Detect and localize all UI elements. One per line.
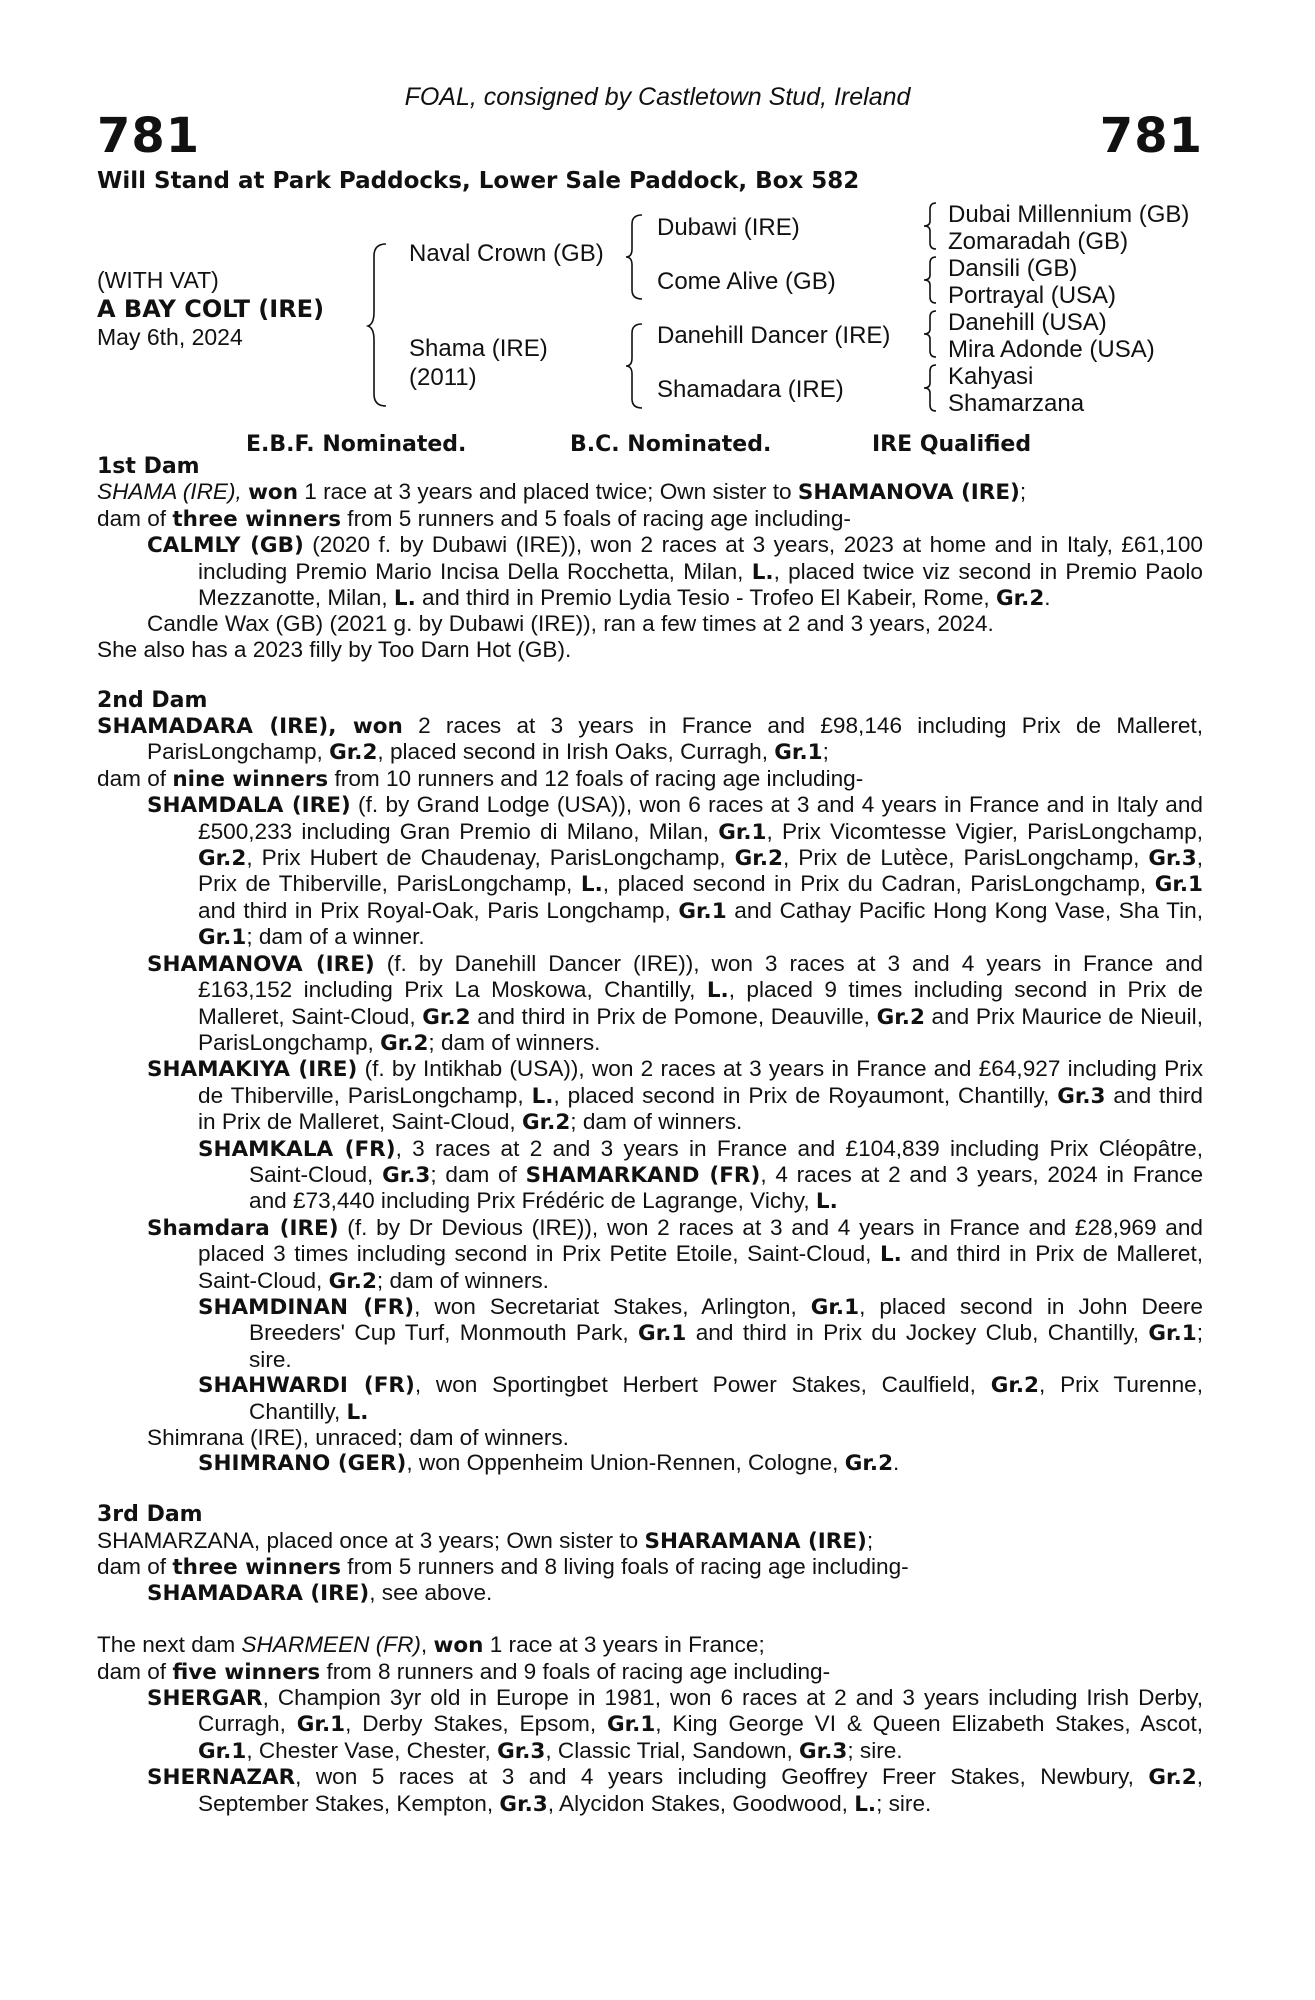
lot-number-right: 781 [1099,108,1203,164]
produce-entry-candle-wax: Candle Wax (GB) (2021 g. by Dubawi (IRE)), ran a few times at 2 and 3 years, 2024. [147,611,994,637]
pedigree-g6: Mira Adonde (USA) [948,336,1155,363]
next-dam-summary: The next dam SHARMEEN (FR), won 1 race at 3 years in France; [97,1632,765,1659]
pedigree-g3: Dansili (GB) [948,255,1078,282]
bc-nomination: B.C. Nominated. [570,432,772,457]
pedigree-sire-sire: Dubawi (IRE) [657,214,800,241]
produce-entry-shimrano: SHIMRANO (GER), won Oppenheim Union-Rennen, Cologne, Gr.2. [198,1450,900,1477]
second-dam-produce-summary: dam of nine winners from 10 runners and 12 foals of racing age including- [97,765,864,792]
produce-entry-shamdinan: SHAMDINAN (FR), won Secretariat Stakes, Arlington, Gr.1, placed second in John Deere Breeders' Cup Turf, Monmouth Park, Gr.1 and third in Prix du Jockey Club, Chantilly, Gr.1; sire. [198,1293,1203,1372]
pedigree-brace-g3 [922,309,940,359]
lot-name: A BAY COLT (IRE) [97,295,325,323]
next-dam-produce-summary: dam of five winners from 8 runners and 9 foals of racing age including- [97,1658,831,1685]
pedigree-g1: Dubai Millennium (GB) [948,201,1190,228]
lot-dob: May 6th, 2024 [97,324,243,350]
pedigree-dam: Shama (IRE) [409,335,548,362]
third-dam-produce-summary: dam of three winners from 5 runners and 8 living foals of racing age including- [97,1554,909,1581]
produce-entry-calmly: CALMLY (GB) (2020 f. by Dubawi (IRE)), won 2 races at 3 years, 2023 at home and in Italy, £61,100 including Premio Mario Incisa Della Rocchetta, Milan, L., placed twice viz second in Premio Paolo Mezzanotte, Milan, L. and third in Premio Lydia Tesio - Trofeo El Kabeir, Rome, Gr.2. [147,532,1203,612]
third-dam-summary: SHAMARZANA, placed once at 3 years; Own sister to SHARAMANA (IRE); [97,1527,874,1554]
pedigree-sire: Naval Crown (GB) [409,240,604,267]
pedigree-brace-dam [624,321,646,411]
first-dam-produce-summary: dam of three winners from 5 runners and 5 foals of racing age including- [97,505,851,532]
produce-entry-shamakiya: SHAMAKIYA (IRE) (f. by Intikhab (USA)), won 2 races at 3 years in France and £64,927 including Prix de Thiberville, ParisLongchamp, L., placed second in Prix de Royaumont, Chantilly, Gr.3 and third in Prix de Malleret, Saint-Cloud, Gr.2; dam of winners. [147,1056,1204,1136]
produce-entry-shamdara: Shamdara (IRE) (f. by Dr Devious (IRE)), won 2 races at 3 and 4 years in France and £28,969 and placed 3 times including second in Prix Petite Etoile, Saint-Cloud, L. and third in Prix de Malleret, Saint-Cloud, Gr.2; dam of winners. [147,1214,1204,1294]
pedigree-g2: Zomaradah (GB) [948,228,1129,255]
second-dam-heading: 2nd Dam [97,687,208,713]
produce-entry-shamdala: SHAMDALA (IRE) (f. by Grand Lodge (USA)), won 6 races at 3 and 4 years in France and in Italy and £500,233 including Gran Premio di Milano, Milan, Gr.1, Prix Vicomtesse Vigier, ParisLongchamp, Gr.2, Prix Hubert de Chaudenay, ParisLongchamp, Gr.2, Prix de Lutèce, ParisLongchamp, Gr.3, Prix de Thiberville, ParisLongchamp, L., placed second in Prix du Cadran, ParisLongchamp, Gr.1 and third in Prix Royal-Oak, Paris Longchamp, Gr.1 and Cathay Pacific Hong Kong Vase, Sha Tin, Gr.1; dam of a winner. [147,792,1203,951]
produce-entry-shergar: SHERGAR, Champion 3yr old in Europe in 1981, won 6 races at 2 and 3 years including Irish Derby, Curragh, Gr.1, Derby Stakes, Epsom, Gr.1, King George VI & Queen Elizabeth Stakes, Ascot, Gr.1, Chester Vase, Chester, Gr.3, Classic Trial, Sandown, Gr.3; sire. [147,1685,1204,1764]
ire-qualified: IRE Qualified [872,432,1032,457]
pedigree-g5: Danehill (USA) [948,309,1107,336]
produce-entry-shamkala: SHAMKALA (FR), 3 races at 2 and 3 years in France and £104,839 including Prix Cléopâtre, Saint-Cloud, Gr.3; dam of SHAMARKAND (FR), 4 races at 2 and 3 years, 2024 in France and £73,440 including Prix Frédéric de Lagrange, Vichy, L. [198,1135,1204,1215]
produce-entry-2023-filly: She also has a 2023 filly by Too Darn Hot (GB). [97,636,572,662]
pedigree-g4: Portrayal (USA) [948,282,1117,309]
pedigree-dam-sire: Danehill Dancer (IRE) [657,322,891,349]
second-dam-summary: SHAMADARA (IRE), won 2 races at 3 years in France and £98,146 including Prix de Malleret, ParisLongchamp, Gr.2, placed second in Irish Oaks, Curragh, Gr.1; [97,713,1203,766]
pedigree-brace-g2 [922,255,940,305]
produce-entry-shahwardi: SHAHWARDI (FR), won Sportingbet Herbert Power Stakes, Caulfield, Gr.2, Prix Turenne, Chantilly, L. [198,1372,1203,1425]
pedigree-brace-g4 [922,363,940,413]
third-dam-heading: 3rd Dam [97,1502,203,1528]
stand-location: Will Stand at Park Paddocks, Lower Sale Paddock, Box 582 [97,168,860,194]
produce-entry-shimrana: Shimrana (IRE), unraced; dam of winners. [147,1425,569,1451]
lot-number-left: 781 [97,108,201,164]
vat-label: (WITH VAT) [97,267,219,293]
pedigree-g8: Shamarzana [948,390,1085,417]
produce-entry-shamanova: SHAMANOVA (IRE) (f. by Danehill Dancer (IRE)), won 3 races at 3 and 4 years in France and £163,152 including Prix La Moskowa, Chantilly, L., placed 9 times including second in Prix de Malleret, Saint-Cloud, Gr.2 and third in Prix de Pomone, Deauville, Gr.2 and Prix Maurice de Nieuil, ParisLongchamp, Gr.2; dam of winners. [147,950,1203,1056]
first-dam-summary: SHAMA (IRE), won 1 race at 3 years and placed twice; Own sister to SHAMANOVA (IRE); [97,479,1027,506]
pedigree-sire-dam: Come Alive (GB) [657,268,836,295]
consignment-line: FOAL, consigned by Castletown Stud, Ireland [404,83,911,111]
produce-entry-shamadara: SHAMADARA (IRE), see above. [147,1580,493,1607]
pedigree-brace-g1 [922,201,940,251]
pedigree-dam-year: (2011) [409,364,477,391]
pedigree-g7: Kahyasi [948,363,1034,390]
pedigree-dam-dam: Shamadara (IRE) [657,376,844,403]
ebf-nomination: E.B.F. Nominated. [246,432,467,457]
pedigree-brace-main [366,240,390,410]
catalogue-body [97,454,1203,1817]
produce-entry-shernazar: SHERNAZAR, won 5 races at 3 and 4 years including Geoffrey Freer Stakes, Newbury, Gr.2, September Stakes, Kempton, Gr.3, Alycidon Stakes, Goodwood, L.; sire. [147,1764,1203,1817]
first-dam-heading: 1st Dam [97,454,200,479]
pedigree-brace-sire [624,212,646,302]
